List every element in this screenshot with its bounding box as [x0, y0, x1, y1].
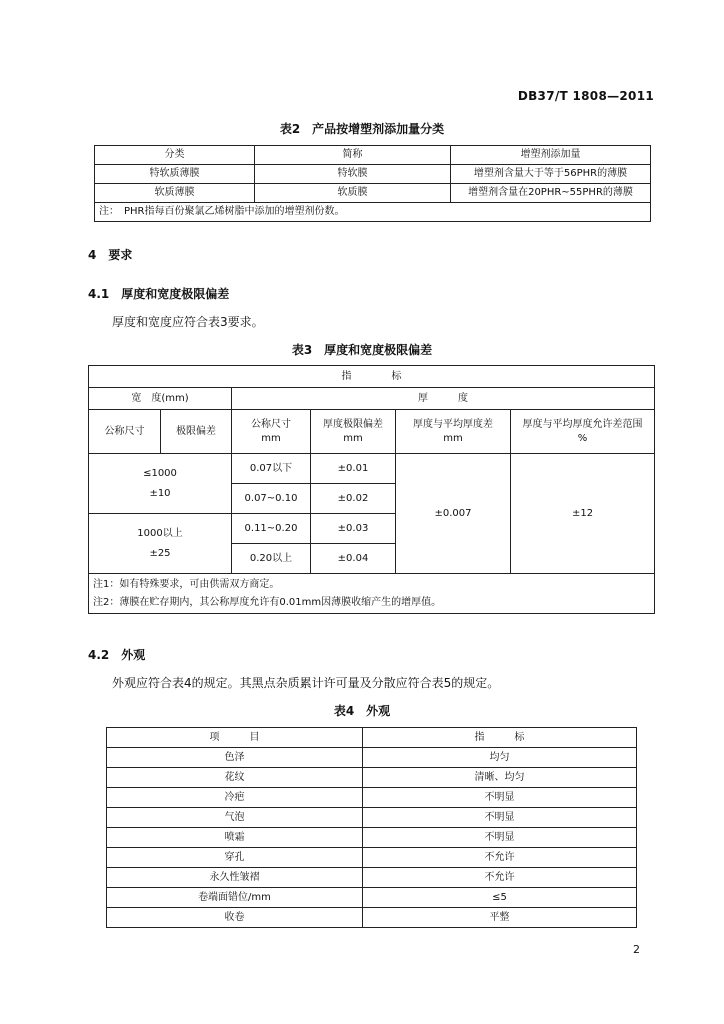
table2-cell: 特软膜 — [255, 165, 451, 184]
table3-thickness-deviation: ±0.04 — [311, 544, 396, 574]
table-row — [107, 888, 637, 908]
section-4-1-text: 厚度和宽度应符合表3要求。 — [112, 315, 264, 329]
table3-col-thickness-deviation-label: 厚度极限偏差 — [323, 419, 383, 430]
table-row — [107, 748, 637, 768]
table4-item: 卷端面错位/mm — [107, 888, 363, 908]
table-row — [89, 454, 655, 484]
table4-item: 冷疤 — [107, 788, 363, 808]
table2 — [94, 145, 651, 222]
table3-col-avg-range — [511, 410, 655, 454]
table3-avg-range-value: ±12 — [511, 454, 655, 574]
table2-cell: 软质薄膜 — [95, 184, 255, 203]
table2-header-category: 分类 — [95, 146, 255, 165]
table2-cell: 软质膜 — [255, 184, 451, 203]
table2-cell: 增塑剂含量大于等于56PHR的薄膜 — [451, 165, 651, 184]
table4-header-spec: 指 标 — [363, 728, 637, 748]
table3-col-avg-diff-label: 厚度与平均厚度差 — [413, 419, 493, 430]
table4-header-item: 项 目 — [107, 728, 363, 748]
table-row — [107, 828, 637, 848]
table3-col-avg-diff — [396, 410, 511, 454]
table3-nominal-thickness: 0.07~0.10 — [232, 484, 311, 514]
table4-spec: 不明显 — [363, 828, 637, 848]
table3-notes — [89, 574, 655, 614]
table3-col-thickness-deviation-unit: mm — [343, 432, 363, 444]
table-row — [107, 768, 637, 788]
table2-cell: 增塑剂含量在20PHR~55PHR的薄膜 — [451, 184, 651, 203]
table4-item: 气泡 — [107, 808, 363, 828]
table-row — [107, 908, 637, 928]
table4-spec: ≤5 — [363, 888, 637, 908]
table4-spec: 均匀 — [363, 748, 637, 768]
table3-nominal-thickness: 0.11~0.20 — [232, 514, 311, 544]
table3-width-label: 宽 度(mm) — [89, 388, 232, 410]
table3-col-nominal-thickness-label: 公称尺寸 — [251, 419, 291, 430]
table3-width-group-2 — [89, 514, 232, 574]
table4 — [106, 727, 637, 928]
table-row — [107, 848, 637, 868]
table3-thickness-deviation: ±0.01 — [311, 454, 396, 484]
section-4-2-heading: 4.2 外观 — [88, 648, 146, 662]
table3-width-group-1 — [89, 454, 232, 514]
section-4-1-heading: 4.1 厚度和宽度极限偏差 — [88, 287, 230, 301]
table4-caption: 表4 外观 — [333, 704, 391, 718]
section-4-2-text: 外观应符合表4的规定。其黑点杂质累计许可量及分散应符合表5的规定。 — [112, 676, 500, 690]
table4-item: 喷霜 — [107, 828, 363, 848]
section-4-heading: 4 要求 — [88, 248, 133, 262]
table4-spec: 不允许 — [363, 868, 637, 888]
table-row — [107, 808, 637, 828]
standard-code: DB37/T 1808—2011 — [517, 89, 654, 103]
table3-caption: 表3 厚度和宽度极限偏差 — [291, 343, 433, 357]
table3-header-top: 指 标 — [89, 366, 655, 388]
table2-header-abbr: 简称 — [255, 146, 451, 165]
table2-note: 注： PHR指每百份聚氯乙烯树脂中添加的增塑剂份数。 — [95, 203, 651, 222]
table3-col-width-deviation: 极限偏差 — [161, 410, 232, 454]
table4-spec: 不允许 — [363, 848, 637, 868]
table-row — [107, 788, 637, 808]
table3-thickness-deviation: ±0.02 — [311, 484, 396, 514]
table4-spec: 不明显 — [363, 788, 637, 808]
table4-item: 收卷 — [107, 908, 363, 928]
table3-thickness-label: 厚 度 — [232, 388, 655, 410]
table-row — [95, 184, 651, 203]
table3-col-thickness-deviation — [311, 410, 396, 454]
table3-nominal-thickness: 0.20以上 — [232, 544, 311, 574]
table3-col-nominal-width: 公称尺寸 — [89, 410, 161, 454]
table4-item: 永久性皱褶 — [107, 868, 363, 888]
table4-spec: 平整 — [363, 908, 637, 928]
table4-item: 花纹 — [107, 768, 363, 788]
table4-item: 穿孔 — [107, 848, 363, 868]
table-row — [107, 868, 637, 888]
table3-col-avg-diff-unit: mm — [443, 432, 463, 444]
table3-note-1: 注1：如有特殊要求，可由供需双方商定。 — [93, 579, 280, 590]
table4-spec: 不明显 — [363, 808, 637, 828]
table4-item: 色泽 — [107, 748, 363, 768]
table-row — [95, 165, 651, 184]
table3-note-2: 注2：薄膜在贮存期内，其公称厚度允许有0.01mm因薄膜收缩产生的增厚值。 — [93, 596, 442, 608]
table2-caption: 表2 产品按增塑剂添加量分类 — [279, 122, 445, 136]
page-number: 2 — [633, 943, 640, 956]
table3-avg-diff-value: ±0.007 — [396, 454, 511, 574]
table3-col-nominal-thickness — [232, 410, 311, 454]
table3 — [88, 365, 655, 614]
table3-col-avg-range-label: 厚度与平均厚度允许差范围 — [522, 419, 643, 430]
table4-spec: 清晰、均匀 — [363, 768, 637, 788]
table2-header-plasticizer: 增塑剂添加量 — [451, 146, 651, 165]
table3-width-tol: ±25 — [149, 547, 171, 559]
table2-cell: 特软质薄膜 — [95, 165, 255, 184]
table3-col-nominal-thickness-unit: mm — [261, 432, 281, 444]
table3-thickness-deviation: ±0.03 — [311, 514, 396, 544]
table3-col-avg-range-unit: % — [577, 432, 588, 444]
table3-width-value: ≤1000 — [143, 468, 177, 479]
table3-width-tol: ±10 — [149, 487, 171, 499]
table3-width-value: 1000以上 — [137, 528, 183, 539]
table3-nominal-thickness: 0.07以下 — [232, 454, 311, 484]
